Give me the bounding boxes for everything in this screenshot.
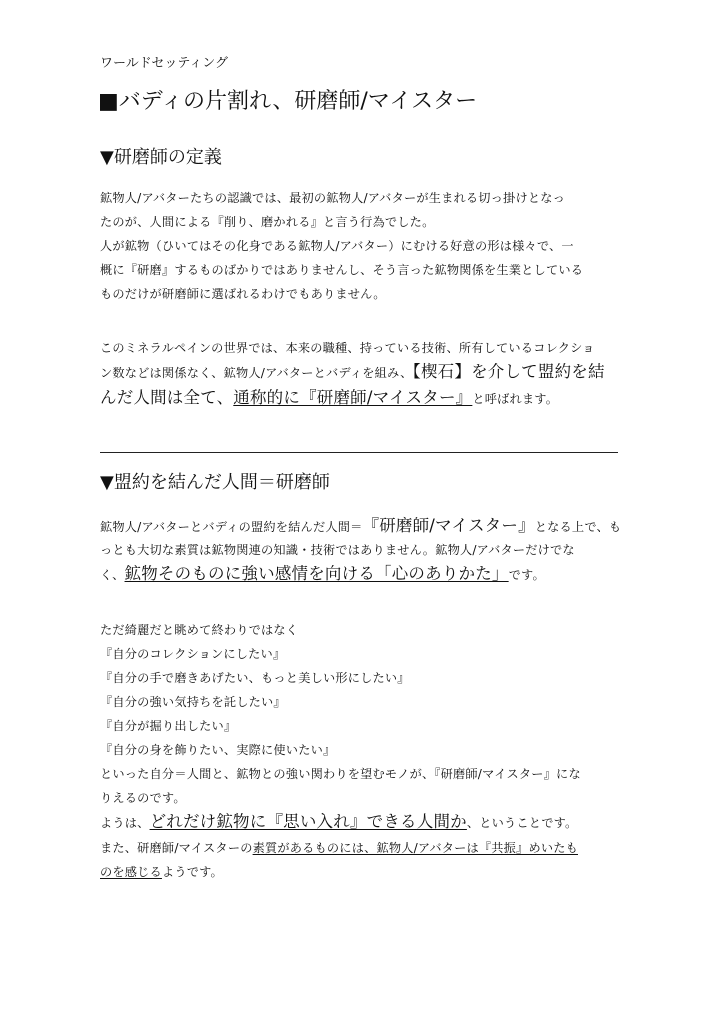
text-line: 『自分の手で磨きあげたい、もっと美しい形にしたい』 [100, 671, 410, 685]
underlined-text: 素質があるものには、鉱物人/アバターは『共振』めいたも [252, 841, 578, 855]
text-line: 『自分が掘り出したい』 [100, 719, 237, 733]
text-run: と呼ばれます。 [472, 392, 559, 406]
page-title: ■バディの片割れ、研磨師/マイスター [98, 89, 478, 114]
text-line [100, 860, 610, 884]
emphasis-text: んだ人間は全て、 [100, 388, 234, 407]
text-run: また、研磨師/マイスターの [100, 841, 253, 855]
text-line [100, 810, 610, 836]
text-line: 『自分の身を飾りたい、実際に使いたい』 [100, 743, 336, 757]
text-line [100, 360, 610, 386]
text-run: 鉱物人/アバターとバディの盟約を結んだ人間＝ [100, 520, 363, 534]
text-run: ン数などは関係なく、鉱物人/アバターとバディを組み、 [100, 366, 413, 380]
text-line: このミネラルペインの世界では、本来の職種、持っている技術、所有しているコレクショ [100, 341, 595, 355]
text-run: 、ということです。 [466, 816, 578, 830]
text-line: っとも大切な素質は鉱物関連の知識・技術ではありません。鉱物人/アバターだけでな [100, 543, 575, 557]
section-heading-definition: ▼研磨師の定義 [100, 147, 222, 168]
text-run: です。 [508, 568, 545, 582]
paragraph-examples [100, 618, 610, 884]
emphasis-text: 【楔石】を介して盟約を結 [412, 362, 605, 381]
text-line [100, 836, 610, 860]
text-line [100, 562, 610, 588]
text-line: 鉱物人/アバターたちの認識では、最初の鉱物人/アバターが生まれる切っ掛けとなっ [100, 191, 565, 205]
text-line [100, 386, 610, 412]
text-line [100, 514, 622, 538]
paragraph-qualities [100, 514, 622, 588]
emphasis-underlined-text: どれだけ鉱物に『思い入れ』できる人間か [149, 812, 467, 831]
category-label: ワールドセッティング [100, 56, 229, 71]
text-line: ただ綺麗だと眺めて終わりではなく [100, 623, 299, 637]
section-divider [100, 452, 618, 453]
text-run: となる上で、も [534, 520, 622, 534]
text-line: 『自分のコレクションにしたい』 [100, 647, 286, 661]
text-line: 人が鉱物（ひいてはその化身である鉱物人/アバター）にむける好意の形は様々で、一 [100, 239, 574, 253]
text-line: 『自分の強い気持ちを託したい』 [100, 695, 286, 709]
emphasis-text: 『研磨師/マイスター』 [362, 516, 535, 535]
text-line: ものだけが研磨師に選ばれるわけでもありません。 [100, 287, 386, 301]
emphasis-underlined-text: 通称的に『研磨師/マイスター』 [233, 388, 473, 407]
text-line: といった自分＝人間と、鉱物との強い関わりを望むモノが、『研磨師/マイスター』にな [100, 767, 581, 781]
text-run: く、 [100, 568, 125, 582]
underlined-text: のを感じる [100, 865, 162, 879]
paragraph-definition [100, 186, 610, 306]
text-line: たのが、人間による『削り、磨かれる』と言う行為でした。 [100, 215, 435, 229]
text-run: ようです。 [161, 865, 223, 879]
section-heading-pact: ▼盟約を結んだ人間＝研磨師 [100, 472, 330, 493]
paragraph-world [100, 336, 610, 412]
text-run: ようは、 [100, 816, 150, 830]
emphasis-underlined-text: 鉱物そのものに強い感情を向ける「心のありかた」 [124, 564, 509, 583]
text-line: 概に『研磨』するものばかりではありませんし、そう言った鉱物関係を生業としている [100, 263, 584, 277]
text-line: りえるのです。 [100, 791, 186, 805]
